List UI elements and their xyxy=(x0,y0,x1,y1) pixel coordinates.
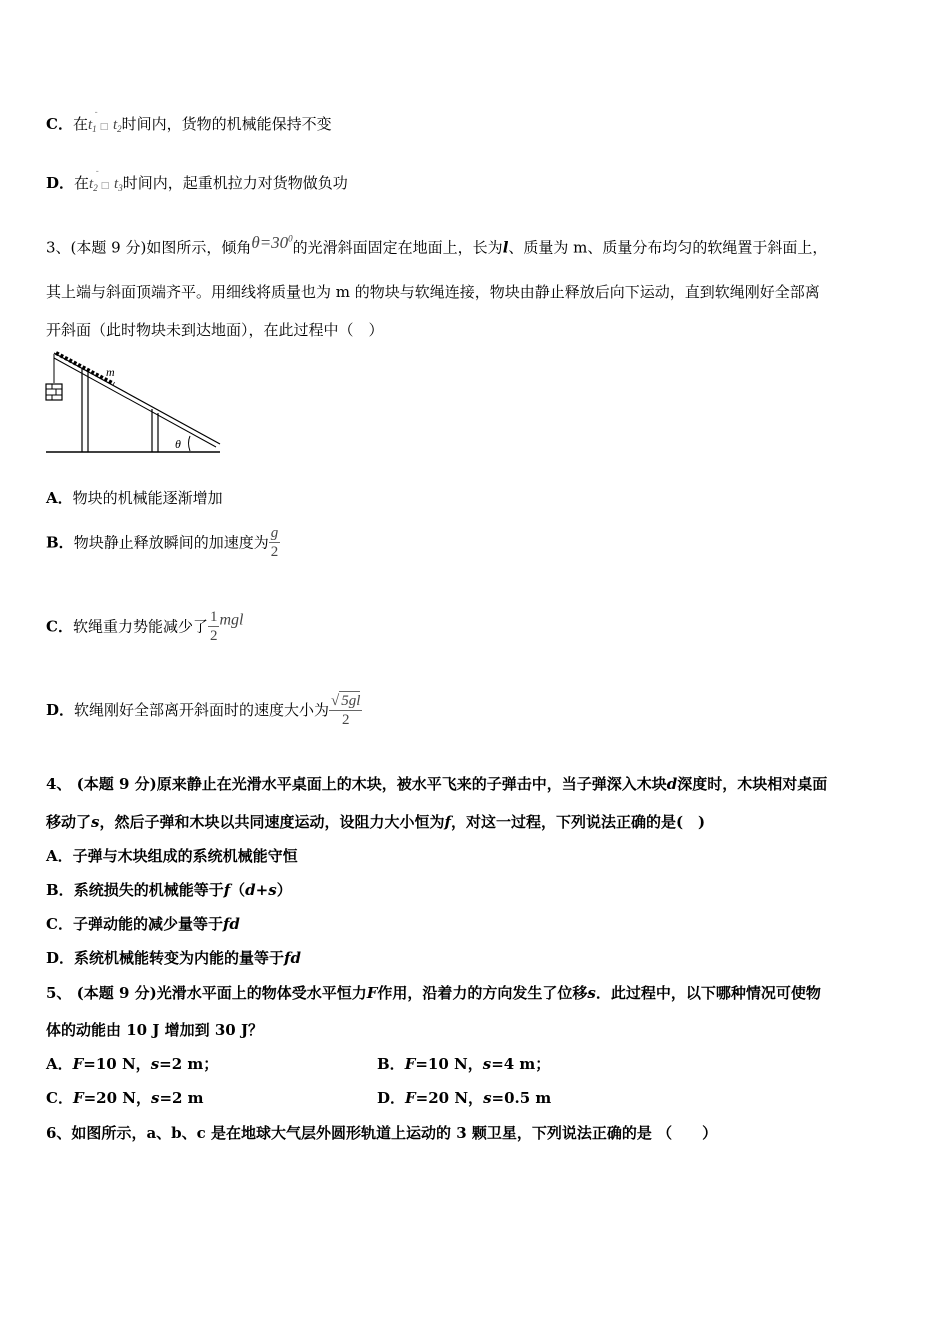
angle-label: θ xyxy=(175,437,181,451)
tick-mark: - xyxy=(95,167,99,177)
math-t2: $t_2$ xyxy=(89,176,98,193)
q3-stem-line-1: 3、(本题 9 分)如图所示，倾角$\theta=30^0$的光滑斜面固定在地面上，长为l、质量为 m、质量分布均匀的软绳置于斜面上， xyxy=(46,232,828,257)
q3-stem-line-3: 开斜面（此时物块未到达地面），在此过程中（ ） xyxy=(46,321,384,339)
fraction-sqrt-5gl-over-2: $\frac{√ 5gl}{2}$ xyxy=(331,693,361,728)
math-theta: $\theta=30^0$ xyxy=(251,232,293,252)
fraction-one-half: $\frac{1}{2}$ xyxy=(209,609,218,644)
q2-option-d: D．在$t_2^-□$ $t_3$时间内，起重机拉力对货物做负功 xyxy=(46,167,348,193)
tick-mark: - xyxy=(94,108,98,118)
option-label: C． xyxy=(46,115,73,133)
math-t2: $t_2$ xyxy=(112,117,122,134)
q5-option-c: C．F=20 N，s=2 m xyxy=(46,1089,204,1107)
q4-option-b: B．系统损失的机械能等于f（d+s） xyxy=(46,881,292,899)
q4-stem-line-1: 4、 (本题 9 分)原来静止在光滑水平桌面上的木块，被水平飞来的子弹击中，当子弹深入木块d深度时，木块相对桌面 xyxy=(46,775,828,793)
q2-option-c: C．在$t_1^-□$ $t_2$时间内，货物的机械能保持不变 xyxy=(46,108,332,134)
q4-option-c: C．子弹动能的减少量等于fd xyxy=(46,915,240,933)
q3-stem-line-2: 其上端与斜面顶端齐平。用细线将质量也为 m 的物块与软绳连接，物块由静止释放后向下运动，直到软绳刚好全部离 xyxy=(46,283,820,301)
math-t3: $t_3$ xyxy=(114,176,123,193)
q4-option-d: D．系统机械能转变为内能的量等于fd xyxy=(46,949,301,967)
option-label: D． xyxy=(46,174,75,192)
fraction-g-over-2: $\frac{g}{2}$ xyxy=(270,525,279,560)
q5-stem-line-2: 体的动能由 10 J 增加到 30 J？ xyxy=(46,1021,264,1039)
math-t1: $t_1$ xyxy=(87,117,97,134)
q5-option-a: A．F=10 N，s=2 m； xyxy=(46,1055,219,1073)
q3-option-a: A．物块的机械能逐渐增加 xyxy=(46,489,223,507)
q6-stem-line-1: 6、如图所示，a、b、c 是在地球大气层外圆形轨道上运动的 3 颗卫星，下列说法正确的是 （ ） xyxy=(46,1124,718,1142)
q5-stem-line-1: 5、 (本题 9 分)光滑水平面上的物体受水平恒力F作用，沿着力的方向发生了位移s．此过程中，以下哪种情况可使物 xyxy=(46,984,821,1002)
q5-option-d: D．F=20 N，s=0.5 m xyxy=(377,1089,552,1107)
missing-glyph-box: □ xyxy=(99,122,109,132)
block-icon xyxy=(46,384,62,400)
q3-option-c: C．软绳重力势能减少了 $\frac{1}{2}$ mgl xyxy=(46,609,244,644)
missing-glyph-box: □ xyxy=(100,181,110,191)
q5-option-b: B．F=10 N，s=4 m； xyxy=(377,1055,551,1073)
q3-option-d: D．软绳刚好全部离开斜面时的速度大小为 $\frac{√ 5gl}{2}$ xyxy=(46,693,361,728)
mass-label: m xyxy=(106,365,115,379)
q4-stem-line-2: 移动了s，然后子弹和木块以共同速度运动，设阻力大小恒为f，对这一过程，下列说法正确的是( ) xyxy=(46,813,706,831)
q3-option-b: B．物块静止释放瞬间的加速度为 $\frac{g}{2}$ xyxy=(46,525,279,560)
incline-figure xyxy=(44,350,224,456)
q4-option-a: A．子弹与木块组成的系统机械能守恒 xyxy=(46,847,298,865)
